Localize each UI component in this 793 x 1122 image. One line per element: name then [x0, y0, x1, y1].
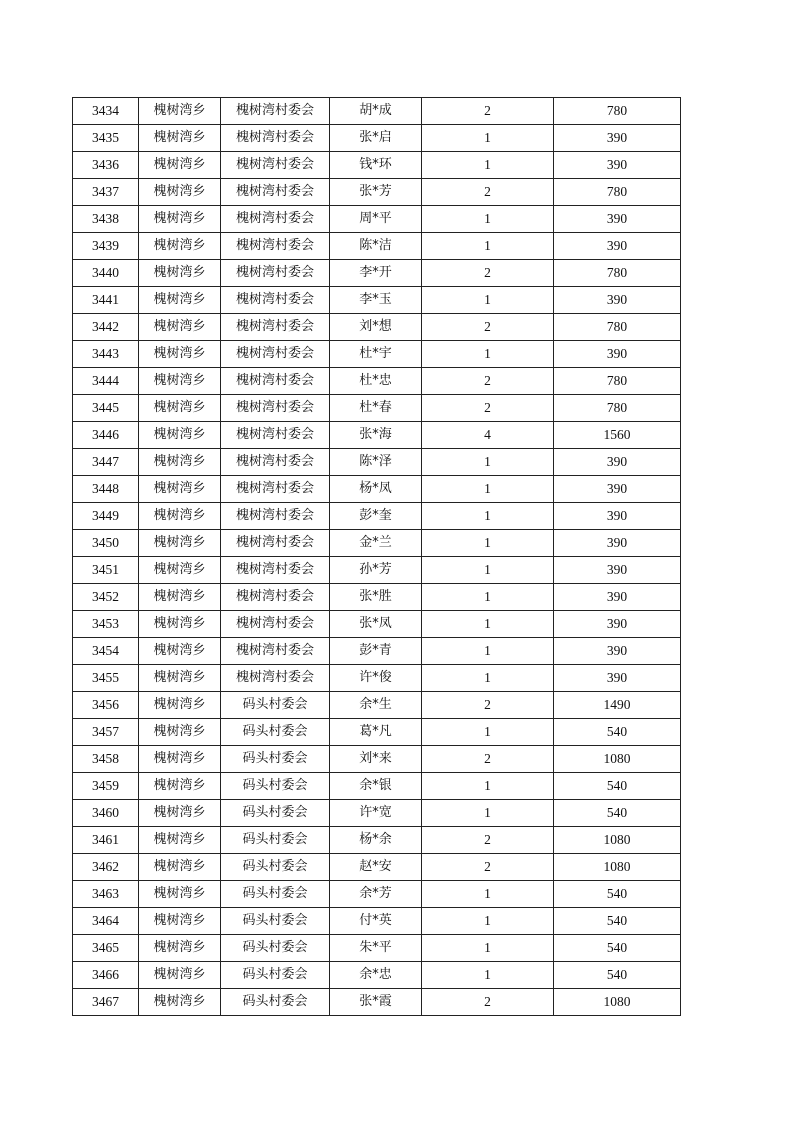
cell-name: 金*兰	[330, 530, 422, 557]
cell-id: 3459	[73, 773, 139, 800]
table-row	[73, 287, 681, 314]
cell-id: 3445	[73, 395, 139, 422]
table-row	[73, 179, 681, 206]
cell-committee: 槐树湾村委会	[221, 395, 330, 422]
cell-committee: 槐树湾村委会	[221, 503, 330, 530]
cell-count: 1	[422, 584, 554, 611]
cell-amount: 780	[554, 314, 681, 341]
table-row	[73, 152, 681, 179]
cell-name: 张*凤	[330, 611, 422, 638]
cell-township: 槐树湾乡	[139, 179, 221, 206]
table-row	[73, 125, 681, 152]
cell-committee: 槐树湾村委会	[221, 125, 330, 152]
cell-committee: 槐树湾村委会	[221, 530, 330, 557]
table-row	[73, 341, 681, 368]
cell-count: 1	[422, 125, 554, 152]
cell-name: 张*芳	[330, 179, 422, 206]
cell-amount: 1080	[554, 746, 681, 773]
cell-committee: 码头村委会	[221, 719, 330, 746]
cell-amount: 780	[554, 98, 681, 125]
table-row	[73, 395, 681, 422]
cell-amount: 390	[554, 557, 681, 584]
cell-id: 3440	[73, 260, 139, 287]
cell-amount: 780	[554, 368, 681, 395]
cell-count: 1	[422, 638, 554, 665]
cell-amount: 1080	[554, 854, 681, 881]
cell-township: 槐树湾乡	[139, 395, 221, 422]
cell-amount: 540	[554, 908, 681, 935]
cell-committee: 槐树湾村委会	[221, 341, 330, 368]
cell-committee: 码头村委会	[221, 746, 330, 773]
cell-committee: 槐树湾村委会	[221, 611, 330, 638]
cell-amount: 1560	[554, 422, 681, 449]
table-row	[73, 935, 681, 962]
cell-township: 槐树湾乡	[139, 827, 221, 854]
cell-township: 槐树湾乡	[139, 908, 221, 935]
cell-count: 1	[422, 152, 554, 179]
cell-id: 3458	[73, 746, 139, 773]
cell-id: 3466	[73, 962, 139, 989]
cell-count: 2	[422, 746, 554, 773]
cell-township: 槐树湾乡	[139, 314, 221, 341]
cell-township: 槐树湾乡	[139, 233, 221, 260]
cell-amount: 390	[554, 152, 681, 179]
table-row	[73, 719, 681, 746]
cell-count: 1	[422, 206, 554, 233]
cell-count: 2	[422, 260, 554, 287]
cell-id: 3446	[73, 422, 139, 449]
table-row	[73, 665, 681, 692]
cell-committee: 槐树湾村委会	[221, 98, 330, 125]
cell-township: 槐树湾乡	[139, 746, 221, 773]
cell-committee: 槐树湾村委会	[221, 665, 330, 692]
cell-id: 3447	[73, 449, 139, 476]
cell-committee: 码头村委会	[221, 827, 330, 854]
cell-count: 1	[422, 503, 554, 530]
table-row	[73, 233, 681, 260]
cell-id: 3448	[73, 476, 139, 503]
cell-amount: 390	[554, 665, 681, 692]
cell-name: 杜*宇	[330, 341, 422, 368]
cell-committee: 槐树湾村委会	[221, 260, 330, 287]
cell-id: 3449	[73, 503, 139, 530]
cell-committee: 槐树湾村委会	[221, 179, 330, 206]
cell-name: 刘*想	[330, 314, 422, 341]
cell-id: 3460	[73, 800, 139, 827]
cell-count: 1	[422, 557, 554, 584]
cell-count: 1	[422, 881, 554, 908]
cell-township: 槐树湾乡	[139, 854, 221, 881]
cell-name: 彭*青	[330, 638, 422, 665]
cell-amount: 540	[554, 881, 681, 908]
cell-name: 杜*忠	[330, 368, 422, 395]
cell-count: 4	[422, 422, 554, 449]
cell-amount: 390	[554, 287, 681, 314]
table-row	[73, 557, 681, 584]
cell-count: 2	[422, 827, 554, 854]
cell-committee: 槐树湾村委会	[221, 233, 330, 260]
table-row	[73, 314, 681, 341]
cell-township: 槐树湾乡	[139, 719, 221, 746]
cell-township: 槐树湾乡	[139, 98, 221, 125]
cell-township: 槐树湾乡	[139, 476, 221, 503]
cell-name: 杨*余	[330, 827, 422, 854]
cell-count: 2	[422, 989, 554, 1016]
cell-count: 1	[422, 719, 554, 746]
cell-township: 槐树湾乡	[139, 665, 221, 692]
cell-name: 余*芳	[330, 881, 422, 908]
cell-committee: 槐树湾村委会	[221, 206, 330, 233]
cell-id: 3436	[73, 152, 139, 179]
cell-committee: 槐树湾村委会	[221, 584, 330, 611]
cell-committee: 槐树湾村委会	[221, 314, 330, 341]
cell-township: 槐树湾乡	[139, 422, 221, 449]
cell-committee: 槐树湾村委会	[221, 287, 330, 314]
cell-count: 2	[422, 368, 554, 395]
table-row	[73, 584, 681, 611]
cell-id: 3467	[73, 989, 139, 1016]
cell-committee: 码头村委会	[221, 962, 330, 989]
cell-count: 1	[422, 341, 554, 368]
cell-amount: 540	[554, 773, 681, 800]
cell-committee: 码头村委会	[221, 989, 330, 1016]
table-row	[73, 422, 681, 449]
cell-township: 槐树湾乡	[139, 449, 221, 476]
cell-id: 3456	[73, 692, 139, 719]
cell-count: 2	[422, 98, 554, 125]
cell-name: 朱*平	[330, 935, 422, 962]
cell-count: 2	[422, 179, 554, 206]
cell-id: 3435	[73, 125, 139, 152]
table-row	[73, 827, 681, 854]
cell-name: 李*开	[330, 260, 422, 287]
cell-count: 1	[422, 449, 554, 476]
table-row	[73, 476, 681, 503]
cell-committee: 槐树湾村委会	[221, 422, 330, 449]
cell-name: 杨*凤	[330, 476, 422, 503]
cell-committee: 码头村委会	[221, 692, 330, 719]
cell-committee: 码头村委会	[221, 854, 330, 881]
cell-amount: 390	[554, 611, 681, 638]
cell-count: 2	[422, 395, 554, 422]
cell-name: 余*忠	[330, 962, 422, 989]
cell-township: 槐树湾乡	[139, 989, 221, 1016]
cell-name: 钱*环	[330, 152, 422, 179]
table-row	[73, 746, 681, 773]
cell-name: 付*英	[330, 908, 422, 935]
cell-count: 2	[422, 692, 554, 719]
cell-id: 3454	[73, 638, 139, 665]
cell-township: 槐树湾乡	[139, 287, 221, 314]
table-row	[73, 908, 681, 935]
table-row	[73, 611, 681, 638]
table-row	[73, 206, 681, 233]
cell-amount: 780	[554, 260, 681, 287]
cell-amount: 390	[554, 233, 681, 260]
cell-name: 刘*来	[330, 746, 422, 773]
cell-township: 槐树湾乡	[139, 260, 221, 287]
cell-amount: 390	[554, 449, 681, 476]
cell-count: 1	[422, 665, 554, 692]
records-table-body	[73, 98, 681, 1016]
table-row	[73, 989, 681, 1016]
cell-committee: 码头村委会	[221, 935, 330, 962]
cell-township: 槐树湾乡	[139, 584, 221, 611]
cell-township: 槐树湾乡	[139, 773, 221, 800]
cell-township: 槐树湾乡	[139, 368, 221, 395]
cell-township: 槐树湾乡	[139, 125, 221, 152]
cell-amount: 540	[554, 935, 681, 962]
cell-committee: 槐树湾村委会	[221, 476, 330, 503]
cell-count: 1	[422, 908, 554, 935]
cell-id: 3434	[73, 98, 139, 125]
cell-name: 陈*泽	[330, 449, 422, 476]
cell-township: 槐树湾乡	[139, 692, 221, 719]
table-row	[73, 962, 681, 989]
cell-count: 1	[422, 530, 554, 557]
cell-township: 槐树湾乡	[139, 530, 221, 557]
cell-committee: 码头村委会	[221, 800, 330, 827]
cell-id: 3450	[73, 530, 139, 557]
cell-township: 槐树湾乡	[139, 638, 221, 665]
cell-id: 3439	[73, 233, 139, 260]
cell-amount: 1490	[554, 692, 681, 719]
cell-count: 1	[422, 233, 554, 260]
cell-name: 杜*春	[330, 395, 422, 422]
cell-count: 2	[422, 314, 554, 341]
cell-id: 3451	[73, 557, 139, 584]
cell-township: 槐树湾乡	[139, 881, 221, 908]
cell-committee: 码头村委会	[221, 773, 330, 800]
cell-township: 槐树湾乡	[139, 206, 221, 233]
cell-amount: 390	[554, 638, 681, 665]
cell-name: 陈*洁	[330, 233, 422, 260]
cell-id: 3444	[73, 368, 139, 395]
table-row	[73, 800, 681, 827]
cell-id: 3455	[73, 665, 139, 692]
table-row	[73, 638, 681, 665]
cell-township: 槐树湾乡	[139, 341, 221, 368]
cell-id: 3465	[73, 935, 139, 962]
cell-amount: 390	[554, 125, 681, 152]
cell-id: 3443	[73, 341, 139, 368]
cell-count: 1	[422, 935, 554, 962]
cell-count: 1	[422, 611, 554, 638]
cell-amount: 1080	[554, 827, 681, 854]
cell-amount: 540	[554, 719, 681, 746]
cell-committee: 码头村委会	[221, 881, 330, 908]
cell-id: 3461	[73, 827, 139, 854]
cell-name: 赵*安	[330, 854, 422, 881]
table-row	[73, 530, 681, 557]
cell-name: 张*胜	[330, 584, 422, 611]
cell-amount: 390	[554, 476, 681, 503]
cell-id: 3441	[73, 287, 139, 314]
cell-id: 3438	[73, 206, 139, 233]
cell-township: 槐树湾乡	[139, 503, 221, 530]
table-row	[73, 260, 681, 287]
cell-id: 3462	[73, 854, 139, 881]
cell-name: 胡*成	[330, 98, 422, 125]
cell-amount: 390	[554, 206, 681, 233]
cell-committee: 槐树湾村委会	[221, 152, 330, 179]
cell-amount: 540	[554, 800, 681, 827]
cell-name: 李*玉	[330, 287, 422, 314]
cell-name: 葛*凡	[330, 719, 422, 746]
cell-amount: 780	[554, 179, 681, 206]
cell-count: 2	[422, 854, 554, 881]
cell-township: 槐树湾乡	[139, 800, 221, 827]
cell-count: 1	[422, 800, 554, 827]
cell-id: 3463	[73, 881, 139, 908]
cell-name: 张*启	[330, 125, 422, 152]
cell-name: 许*俊	[330, 665, 422, 692]
cell-committee: 槐树湾村委会	[221, 368, 330, 395]
cell-name: 张*海	[330, 422, 422, 449]
cell-amount: 390	[554, 341, 681, 368]
cell-committee: 槐树湾村委会	[221, 557, 330, 584]
records-table	[72, 97, 681, 1016]
table-row	[73, 854, 681, 881]
cell-township: 槐树湾乡	[139, 935, 221, 962]
cell-name: 余*银	[330, 773, 422, 800]
cell-amount: 540	[554, 962, 681, 989]
table-row	[73, 368, 681, 395]
cell-name: 张*霞	[330, 989, 422, 1016]
cell-amount: 780	[554, 395, 681, 422]
table-row	[73, 881, 681, 908]
cell-name: 余*生	[330, 692, 422, 719]
cell-amount: 390	[554, 530, 681, 557]
table-row	[73, 98, 681, 125]
table-row	[73, 773, 681, 800]
table-row	[73, 692, 681, 719]
cell-township: 槐树湾乡	[139, 962, 221, 989]
cell-committee: 槐树湾村委会	[221, 638, 330, 665]
cell-id: 3464	[73, 908, 139, 935]
cell-id: 3457	[73, 719, 139, 746]
cell-count: 1	[422, 773, 554, 800]
cell-name: 孙*芳	[330, 557, 422, 584]
table-row	[73, 449, 681, 476]
cell-name: 许*宽	[330, 800, 422, 827]
cell-township: 槐树湾乡	[139, 152, 221, 179]
table-row	[73, 503, 681, 530]
cell-amount: 1080	[554, 989, 681, 1016]
cell-count: 1	[422, 287, 554, 314]
cell-committee: 码头村委会	[221, 908, 330, 935]
cell-count: 1	[422, 476, 554, 503]
cell-name: 彭*奎	[330, 503, 422, 530]
cell-id: 3453	[73, 611, 139, 638]
cell-committee: 槐树湾村委会	[221, 449, 330, 476]
cell-name: 周*平	[330, 206, 422, 233]
cell-id: 3442	[73, 314, 139, 341]
cell-township: 槐树湾乡	[139, 611, 221, 638]
cell-township: 槐树湾乡	[139, 557, 221, 584]
cell-id: 3452	[73, 584, 139, 611]
cell-amount: 390	[554, 503, 681, 530]
cell-count: 1	[422, 962, 554, 989]
cell-id: 3437	[73, 179, 139, 206]
cell-amount: 390	[554, 584, 681, 611]
